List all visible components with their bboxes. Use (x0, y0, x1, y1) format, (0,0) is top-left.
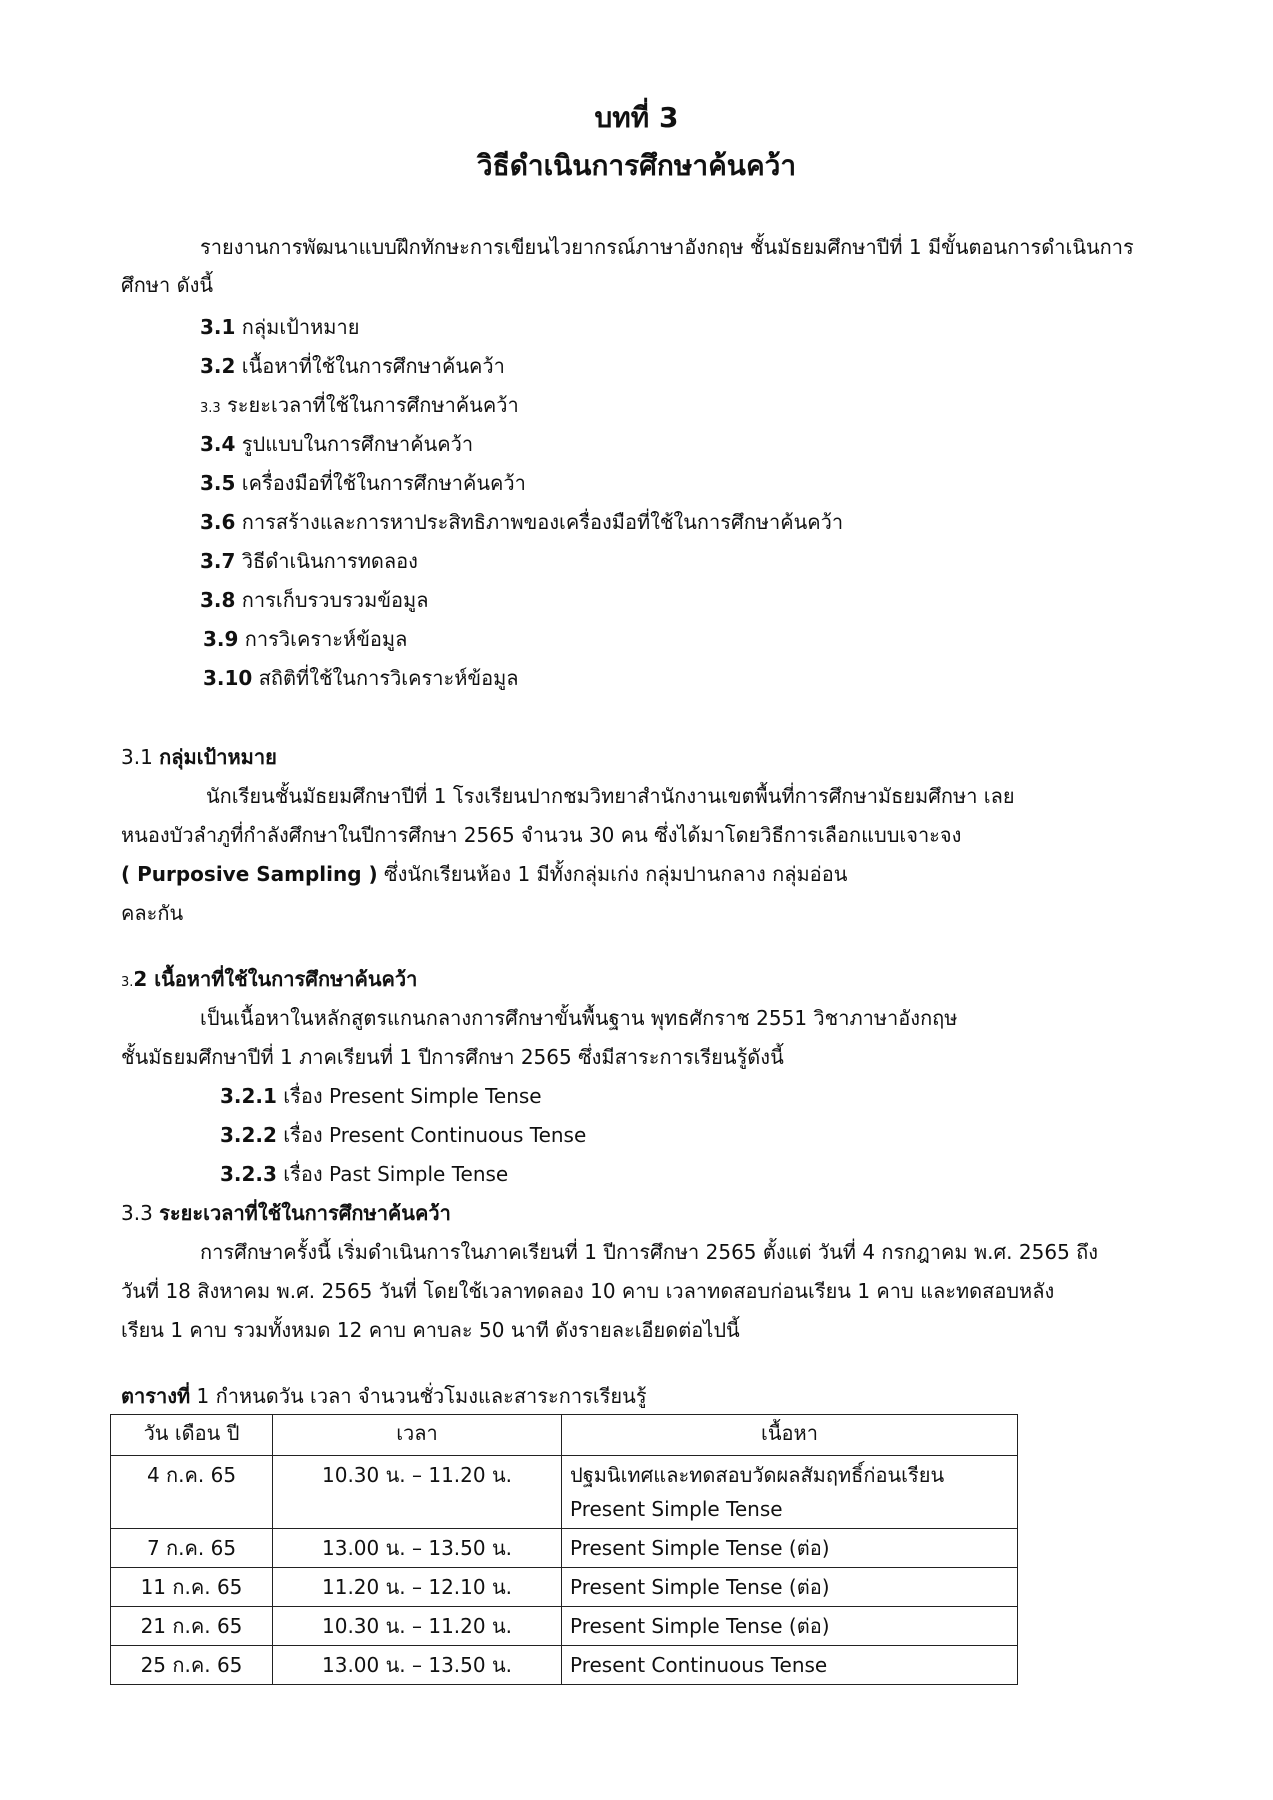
section-32-line-1: เป็นเนื้อหาในหลักสูตรแกนกลางการศึกษาขั้นพื้นฐาน พุทธศักราช 2551 วิชาภาษาอังกฤษ (200, 1006, 958, 1030)
outline-item (200, 390, 519, 424)
cell-time: 13.00 น. – 13.50 น. (273, 1529, 562, 1568)
cell-date: 25 ก.ค. 65 (111, 1646, 273, 1685)
purposive-sampling: ( Purposive Sampling ) (121, 862, 378, 886)
table-row (111, 1568, 1018, 1607)
outline-text: วิธีดำเนินการทดลอง (235, 549, 418, 573)
cell-time: 13.00 น. – 13.50 น. (273, 1646, 562, 1685)
content-item-pre: เรื่อง (276, 1123, 330, 1147)
outline-item (200, 546, 418, 576)
outline-num: 3.7 (200, 549, 236, 573)
section-num: 3.1 (121, 745, 153, 769)
cell-date: 11 ก.ค. 65 (111, 1568, 273, 1607)
outline-item (203, 663, 519, 693)
content-item-pre: เรื่อง (276, 1162, 330, 1186)
outline-num: 3.5 (200, 471, 236, 495)
outline-item (200, 312, 359, 342)
section-num: 3.3 (121, 1201, 153, 1225)
content-item (220, 1120, 586, 1150)
section-33-heading (121, 1198, 451, 1228)
section-31-line-1: นักเรียนชั้นมัธยมศึกษาปีที่ 1 โรงเรียนปากชมวิทยาสำนักงานเขตพื้นที่การศึกษามัธยมศึกษา เลย (206, 784, 1015, 808)
content-item-pre: เรื่อง (276, 1084, 330, 1108)
table-caption-text: 1 กำหนดวัน เวลา จำนวนชั่วโมงและสาระการเรียนรู้ (190, 1384, 647, 1408)
table-caption-label: ตารางที่ (121, 1384, 191, 1408)
content-item-num: 3.2.3 (220, 1162, 277, 1186)
cell-topic: Present Simple Tense (ต่อ) (562, 1568, 1018, 1607)
outline-num: 3.4 (200, 432, 236, 456)
section-33-line-3: เรียน 1 คาบ รวมทั้งหมด 12 คาบ คาบละ 50 นาที ดังรายละเอียดต่อไปนี้ (121, 1318, 740, 1342)
section-title: ระยะเวลาที่ใช้ในการศึกษาค้นคว้า (159, 1201, 451, 1225)
content-item (220, 1159, 508, 1189)
intro-line-1: รายงานการพัฒนาแบบฝึกทักษะการเขียนไวยากรณ์ภาษาอังกฤษ ชั้นมัธยมศึกษาปีที่ 1 มีขั้นตอนการดำเนินการ (200, 235, 1134, 259)
table-row (111, 1607, 1018, 1646)
cell-time: 10.30 น. – 11.20 น. (273, 1607, 562, 1646)
intro-line-2: ศึกษา ดังนี้ (121, 273, 214, 297)
outline-item (200, 351, 505, 381)
content-item-topic: Present Simple Tense (329, 1084, 542, 1108)
content-item-num: 3.2.2 (220, 1123, 277, 1147)
section-31-line-4: คละกัน (121, 901, 184, 925)
cell-topic: Present Continuous Tense (562, 1646, 1018, 1685)
section-31-heading (121, 742, 277, 772)
table-row (111, 1529, 1018, 1568)
cell-date: 4 ก.ค. 65 (111, 1456, 273, 1529)
cell-topic: Present Simple Tense (ต่อ) (562, 1529, 1018, 1568)
cell-topic-line-2: Present Simple Tense (570, 1497, 783, 1521)
table-row (111, 1646, 1018, 1685)
section-num-small: 3. (121, 975, 134, 990)
section-31-line-2: หนองบัวลำภูที่กำลังศึกษาในปีการศึกษา 2565 จำนวน 30 คน ซึ่งได้มาโดยวิธีการเลือกแบบเจาะจง (121, 823, 962, 847)
content-item-topic: Present Continuous Tense (329, 1123, 587, 1147)
outline-text: การวิเคราะห์ข้อมูล (238, 627, 408, 651)
outline-text: กลุ่มเป้าหมาย (235, 315, 360, 339)
cell-time: 10.30 น. – 11.20 น. (273, 1456, 562, 1529)
cell-topic-line-1: ปฐมนิเทศและทดสอบวัดผลสัมฤทธิ์ก่อนเรียน (570, 1463, 945, 1487)
outline-text: การสร้างและการหาประสิทธิภาพของเครื่องมือที่ใช้ในการศึกษาค้นคว้า (235, 510, 844, 534)
header-date: วัน เดือน ปี (111, 1415, 273, 1456)
outline-item (203, 624, 407, 654)
outline-text: สถิติที่ใช้ในการวิเคราะห์ข้อมูล (252, 666, 519, 690)
section-33-line-2: วันที่ 18 สิงหาคม พ.ศ. 2565 วันที่ โดยใช้เวลาทดลอง 10 คาบ เวลาทดสอบก่อนเรียน 1 คาบ และทดสอบหลัง (121, 1279, 1055, 1303)
outline-text: เนื้อหาที่ใช้ในการศึกษาค้นคว้า (235, 354, 505, 378)
table-header-row (111, 1415, 1018, 1456)
cell-date: 21 ก.ค. 65 (111, 1607, 273, 1646)
cell-date: 7 ก.ค. 65 (111, 1529, 273, 1568)
chapter-subtitle: วิธีดำเนินการศึกษาค้นคว้า (476, 149, 797, 182)
outline-text: เครื่องมือที่ใช้ในการศึกษาค้นคว้า (235, 471, 526, 495)
table-row (111, 1456, 1018, 1529)
section-33-line-1: การศึกษาครั้งนี้ เริ่มดำเนินการในภาคเรียนที่ 1 ปีการศึกษา 2565 ตั้งแต่ วันที่ 4 กรกฎาคม พ.ศ. 2565 ถึง (200, 1240, 1099, 1264)
cell-time: 11.20 น. – 12.10 น. (273, 1568, 562, 1607)
section-num-big: 2 (133, 967, 148, 991)
cell-topic: Present Simple Tense (ต่อ) (562, 1607, 1018, 1646)
outline-item (200, 585, 428, 615)
content-item-topic: Past Simple Tense (329, 1162, 509, 1186)
section-title: กลุ่มเป้าหมาย (159, 745, 277, 769)
cell-topic (562, 1456, 1018, 1529)
outline-text: การเก็บรวบรวมข้อมูล (235, 588, 429, 612)
header-content: เนื้อหา (562, 1415, 1018, 1456)
outline-item (200, 507, 843, 537)
outline-num: 3.1 (200, 315, 236, 339)
outline-num: 3.3 (200, 401, 221, 416)
header-time: เวลา (273, 1415, 562, 1456)
outline-text: รูปแบบในการศึกษาค้นคว้า (235, 432, 474, 456)
outline-num: 3.6 (200, 510, 236, 534)
outline-num: 3.10 (203, 666, 253, 690)
outline-item (200, 429, 473, 459)
schedule-table (110, 1414, 1018, 1685)
table-caption (121, 1381, 647, 1411)
section-32-heading (121, 964, 417, 998)
outline-num: 3.8 (200, 588, 236, 612)
content-item (220, 1081, 542, 1111)
outline-text: ระยะเวลาที่ใช้ในการศึกษาค้นคว้า (220, 393, 519, 417)
section-32-line-2: ชั้นมัธยมศึกษาปีที่ 1 ภาคเรียนที่ 1 ปีการศึกษา 2565 ซึ่งมีสาระการเรียนรู้ดังนี้ (121, 1045, 784, 1069)
outline-item (200, 468, 526, 498)
section-title: เนื้อหาที่ใช้ในการศึกษาค้นคว้า (147, 967, 418, 991)
outline-num: 3.9 (203, 627, 239, 651)
content-item-num: 3.2.1 (220, 1084, 277, 1108)
section-31-line-3 (121, 859, 847, 889)
section-31-line-3-rest: ซึ่งนักเรียนห้อง 1 มีทั้งกลุ่มเก่ง กลุ่มปานกลาง กลุ่มอ่อน (377, 862, 848, 886)
outline-num: 3.2 (200, 354, 236, 378)
chapter-title: บทที่ 3 (594, 101, 679, 134)
